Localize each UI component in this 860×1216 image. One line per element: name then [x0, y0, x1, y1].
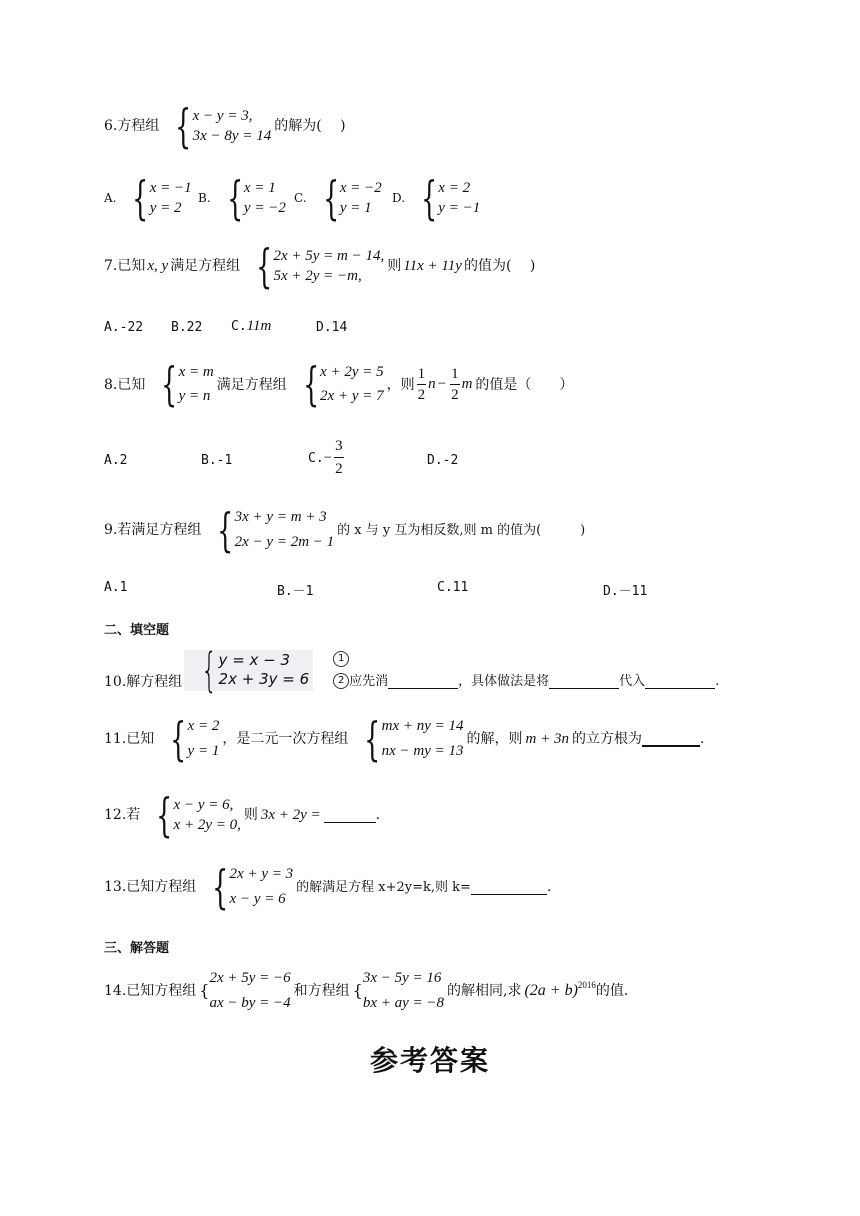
circled-1-icon: 1: [333, 651, 349, 667]
q14-label: 14.已知方程组: [104, 983, 197, 999]
q6-option-c[interactable]: C. { x = −2 y = 1: [294, 171, 382, 225]
q12-blank[interactable]: [324, 808, 376, 823]
q8-option-c[interactable]: C. − $\frac{3}{2}$: [308, 438, 343, 477]
q10-blank-3[interactable]: [645, 675, 715, 689]
question-13: 13.已知方程组 { 2x + y = 3 x − y = 6 的解满足方程 x+2y=k,则 k= .: [104, 859, 552, 914]
q8-option-b[interactable]: B.-1: [201, 453, 233, 468]
q9-option-d[interactable]: D.－11: [603, 584, 648, 599]
answer-key-title: 参考答案: [369, 1044, 490, 1077]
q8-option-d[interactable]: D.-2: [427, 453, 459, 468]
q6-label: 6.方程组: [104, 118, 160, 135]
question-10: 10.解方程组 { y = x − 3 2x + 3y = 6 1 2 应先消 ，具体做法是将 代入 .: [104, 643, 720, 697]
q7-option-c[interactable]: C. 11m: [231, 318, 272, 334]
question-11: 11.已知 { x = 2 y = 1 ，是二元一次方程组 { mx + ny = 14 nx − my = 13 的解，则 m + 3n 的立方根为 .: [104, 711, 705, 766]
q6-option-d[interactable]: D. { x = 2 y = −1: [392, 171, 481, 225]
q9-label: 9.若满足方程组: [104, 522, 202, 538]
q8-option-a[interactable]: A.2: [104, 453, 128, 468]
circled-2-icon: 2: [333, 673, 349, 689]
q7-eq2: 5x + 2y = −m,: [273, 267, 362, 284]
q8-given: { x = m y = n: [161, 357, 214, 412]
q6-tail: 的解为( ): [274, 118, 346, 135]
q9-option-c[interactable]: C.11: [437, 580, 469, 595]
q7-expr: 11x + 11y: [403, 257, 462, 274]
q6-system: { x − y = 3, 3x − 8y = 14: [175, 99, 272, 153]
question-12: 12.若 { x − y = 6, x + 2y = 0, 则 3x + 2y = .: [104, 788, 381, 842]
q11-system: { mx + ny = 14 nx − my = 13: [364, 711, 464, 766]
q6-option-a[interactable]: A. { x = −1 y = 2: [104, 171, 192, 225]
section-fill-in-blank: 二、填空题: [104, 623, 170, 638]
q7-option-a[interactable]: A.-22: [104, 320, 144, 335]
q9-system: { 3x + y = m + 3 2x − y = 2m − 1: [217, 502, 335, 557]
section-solve: 三、解答题: [104, 941, 170, 956]
q7-eq1: 2x + 5y = m − 14,: [273, 247, 385, 264]
q7-option-b[interactable]: B.22: [171, 320, 203, 335]
q8-frac2: $\frac{1}{2}$: [451, 365, 459, 403]
q8-system: { x + 2y = 5 2x + y = 7: [302, 357, 384, 412]
q12-label: 12.若: [104, 807, 141, 824]
q11-blank[interactable]: [642, 731, 700, 747]
question-9: 9.若满足方程组 { 3x + y = m + 3 2x − y = 2m − 1 的 x 与 y 互为相反数,则 m 的值为( ): [104, 502, 586, 557]
q7-label: 7.已知: [104, 258, 146, 275]
q7-vars: x, y: [147, 257, 169, 274]
question-6: [104, 99, 346, 153]
q6-eq1: x − y = 3,: [192, 107, 253, 124]
q10-blank-1[interactable]: [388, 675, 458, 689]
q9-option-b[interactable]: B.－1: [277, 584, 314, 599]
q8-label: 8.已知: [104, 376, 146, 393]
q6-eq2: 3x − 8y = 14: [192, 127, 272, 144]
q10-blank-2[interactable]: [549, 675, 619, 689]
question-7: 7.已知 x, y 满足方程组 { 2x + 5y = m − 14, 5x + 2y = −m, 则 11x + 11y 的值为( ): [104, 239, 536, 293]
q6-options: [104, 171, 483, 225]
q13-label: 13.已知方程组: [104, 879, 197, 895]
q8-frac1: $\frac{1}{2}$: [417, 365, 426, 403]
question-14: 14.已知方程组 { 2x + 5y = −6 ax − by = −4 和方程组 { 3x − 5y = 16 bx + ay = −8 的解相同,求 (2a + b) $^{2016}$ 的值.: [104, 970, 629, 1011]
q10-label: 10.解方程组: [104, 673, 183, 690]
question-8: 8.已知 { x = m y = n 满足方程组 { x + 2y = 5 2x + y = 7 ，则 $\frac{1}{2}$ n − $\frac{1}{2}$ m 的值是（ ）: [104, 357, 574, 412]
q9-option-a[interactable]: A.1: [104, 580, 128, 595]
q7-option-d[interactable]: D.14: [316, 320, 348, 335]
q6-option-b[interactable]: B. { x = 1 y = −2: [198, 171, 286, 225]
q13-blank[interactable]: [471, 880, 547, 895]
q10-system-image: { y = x − 3 2x + 3y = 6: [184, 650, 313, 691]
q11-label: 11.已知: [104, 731, 155, 747]
q7-system: { 2x + 5y = m − 14, 5x + 2y = −m,: [256, 239, 385, 293]
